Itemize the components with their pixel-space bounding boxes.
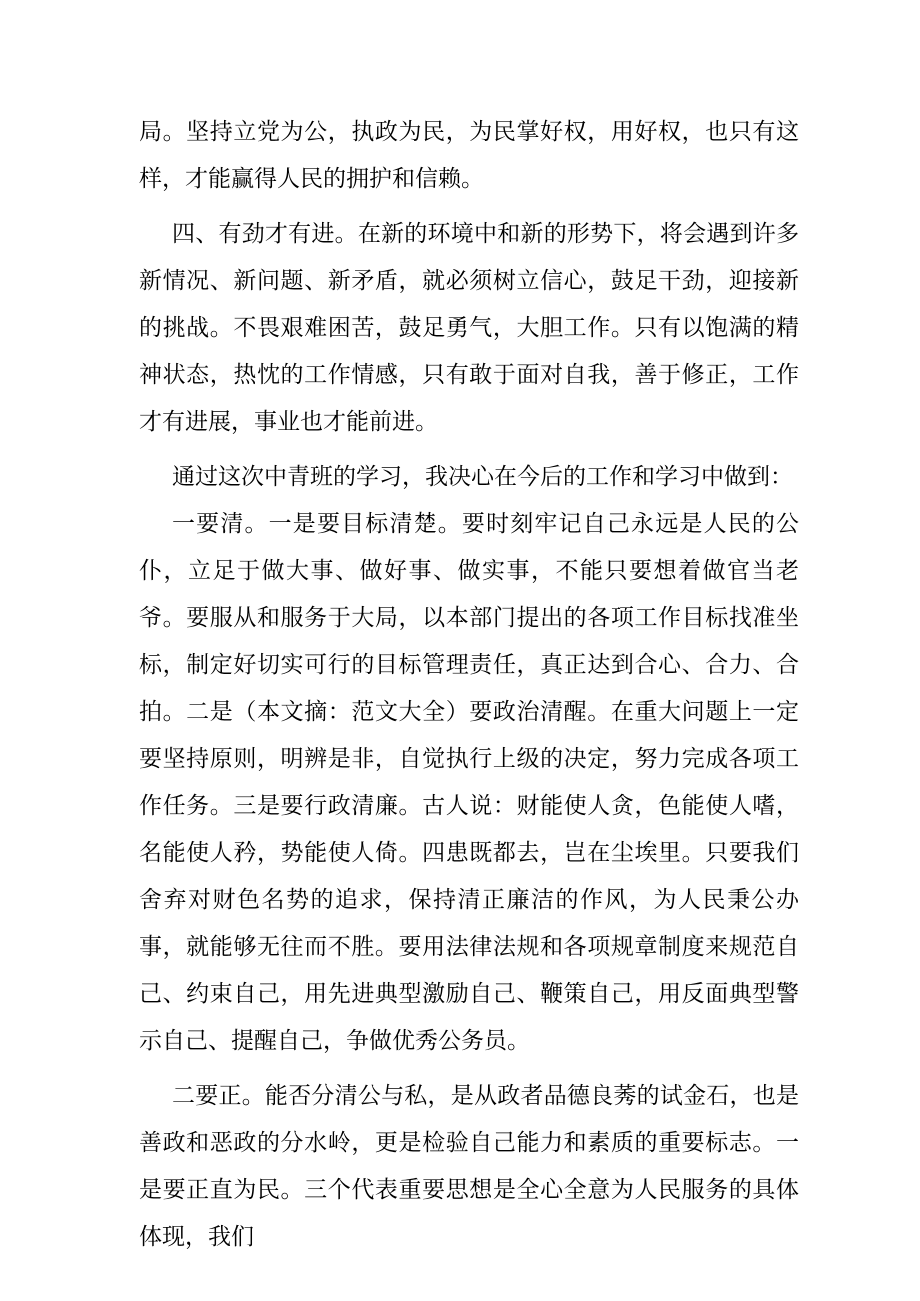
- document-body: [139, 109, 799, 1261]
- paragraph-continuation: 局。坚持立党为公，执政为民，为民掌好权，用好权，也只有这样，才能赢得人民的拥护和信赖。: [139, 119, 799, 192]
- paragraph-point-two: 二要正。能否分清公与私，是从政者品德良莠的试金石，也是善政和恶政的分水岭，更是检验自己能力和素质的重要标志。一是要正直为民。三个代表重要思想是全心全意为人民服务的具体体现，我们: [139, 1083, 799, 1250]
- paragraph-point-one: 一要清。一是要目标清楚。要时刻牢记自己永远是人民的公仆，立足于做大事、做好事、做实事，不能只要想着做官当老爷。要服从和服务于大局，以本部门提出的各项工作目标找准坐标，制定好切实可行的目标管理责任，真正达到合心、合力、合拍。二是（本文摘：范文大全）要政治清醒。在重大问题上一定要坚持原则，明辨是非，自觉执行上级的决定，努力完成各项工作任务。三是要行政清廉。古人说：财能使人贪，色能使人嗜，名能使人矜，势能使人倚。四患既都去，岂在尘埃里。只要我们舍弃对财色名势的追求，保持清正廉洁的作风，为人民秉公办事，就能够无往而不胜。要用法律法规和各项规章制度来规范自己、约束自己，用先进典型激励自己、鞭策自己，用反面典型警示自己、提醒自己，争做优秀公务员。: [139, 511, 799, 1054]
- paragraph-resolution-intro: 通过这次中青班的学习，我决心在今后的工作和学习中做到：: [172, 464, 793, 490]
- paragraph-section-four: 四、有劲才有进。在新的环境中和新的形势下，将会遇到许多新情况、新问题、新矛盾，就必须树立信心，鼓足干劲，迎接新的挑战。不畏艰难困苦，鼓足勇气，大胆工作。只有以饱满的精神状态，热忱的工作情感，只有敢于面对自我，善于修正，工作才有进展，事业也才能前进。: [139, 221, 799, 435]
